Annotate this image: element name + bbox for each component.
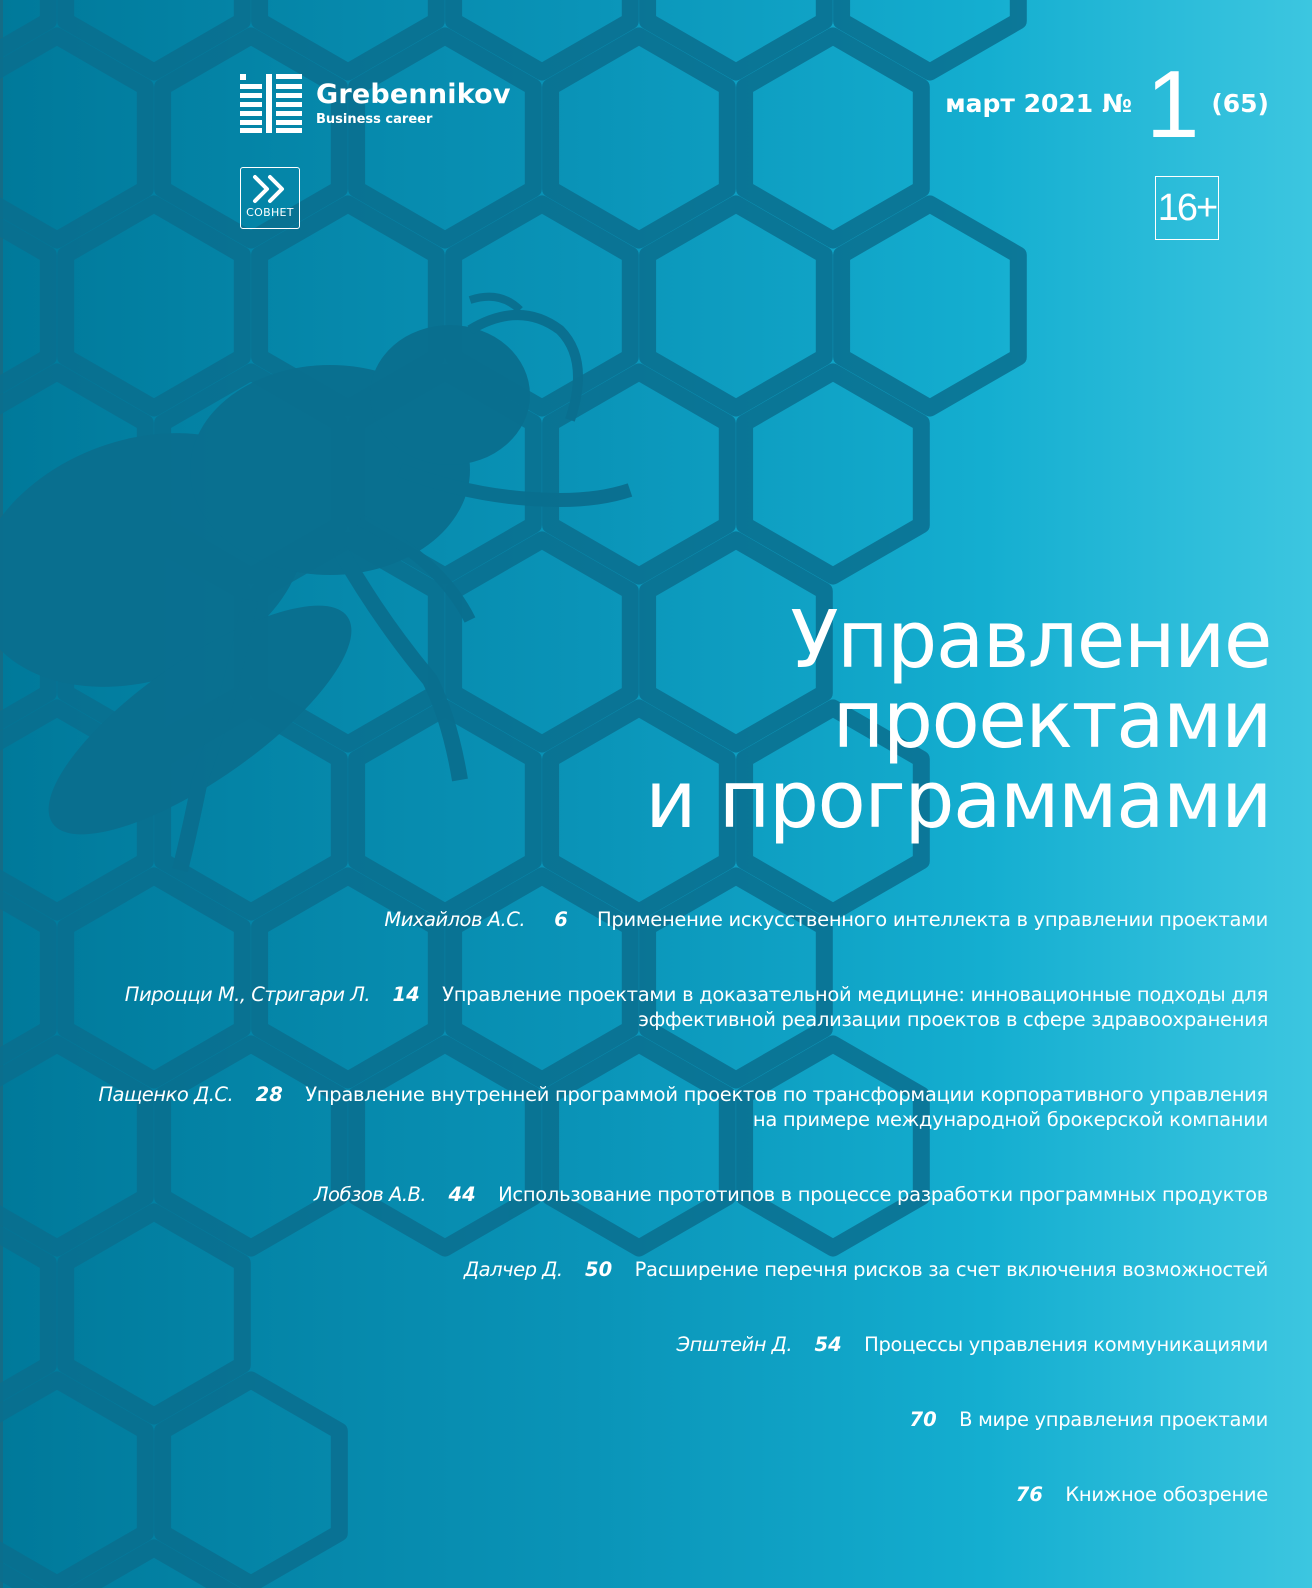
toc-title: Применение искусственного интеллекта в управлении проектами — [597, 908, 1268, 931]
toc-entry[interactable] — [384, 907, 1268, 932]
toc-entry[interactable] — [98, 1082, 1268, 1132]
journal-title-line: Управление — [790, 594, 1271, 686]
journal-title-line: проектами — [832, 674, 1271, 766]
issue-number: 1 — [1145, 51, 1200, 158]
toc-author: Пироцци М., Стригари Л. — [124, 983, 371, 1006]
publisher-tagline: Business career — [316, 111, 433, 127]
toc-author: Пащенко Д.С. — [98, 1083, 234, 1106]
toc-title: Процессы управления коммуникациями — [864, 1333, 1268, 1356]
toc-page-number: 76 — [1015, 1483, 1043, 1506]
toc-page-number: 44 — [448, 1183, 476, 1206]
sovnet-label: СОВНЕТ — [246, 206, 294, 219]
age-rating-badge: 16+ — [1155, 176, 1219, 240]
toc-author: Михайлов А.С. — [384, 908, 526, 931]
toc-entry[interactable] — [464, 1257, 1268, 1282]
toc-entry[interactable] — [887, 1407, 1268, 1432]
toc-page-number: 28 — [255, 1083, 283, 1106]
toc-page-number: 14 — [392, 983, 420, 1006]
toc-entry[interactable] — [993, 1482, 1268, 1507]
toc-title: Управление проектами в доказательной медицине: инновационные подходы для эффективной реализации проектов в сфере здравоохранения — [442, 983, 1268, 1031]
toc-author: Эпштейн Д. — [676, 1333, 793, 1356]
toc-page-number: 50 — [585, 1258, 613, 1281]
toc-title: Использование прототипов в процессе разработки программных продуктов — [498, 1183, 1268, 1206]
toc-page-number: 70 — [909, 1408, 937, 1431]
toc-entry[interactable] — [676, 1332, 1268, 1357]
toc-page-number: 54 — [814, 1333, 842, 1356]
toc-title: Управление внутренней программой проектов по трансформации корпоративного управления на примере международной брокерской компании — [305, 1083, 1268, 1131]
toc-author: Лобзов А.В. — [313, 1183, 427, 1206]
publisher-name: Grebennikov — [316, 78, 511, 110]
toc-entry[interactable] — [314, 1182, 1268, 1207]
toc-title: В мире управления проектами — [959, 1408, 1268, 1431]
toc-author: Далчер Д. — [463, 1258, 563, 1281]
toc-title: Расширение перечня рисков за счет включения возможностей — [634, 1258, 1268, 1281]
toc-title: Книжное обозрение — [1065, 1483, 1268, 1506]
toc-entry[interactable] — [125, 982, 1268, 1032]
issue-total: (65) — [1211, 89, 1269, 118]
toc-page-number: 6 — [554, 908, 568, 931]
journal-title-line: и программами — [645, 754, 1271, 846]
issue-date: март 2021 № — [945, 89, 1132, 118]
